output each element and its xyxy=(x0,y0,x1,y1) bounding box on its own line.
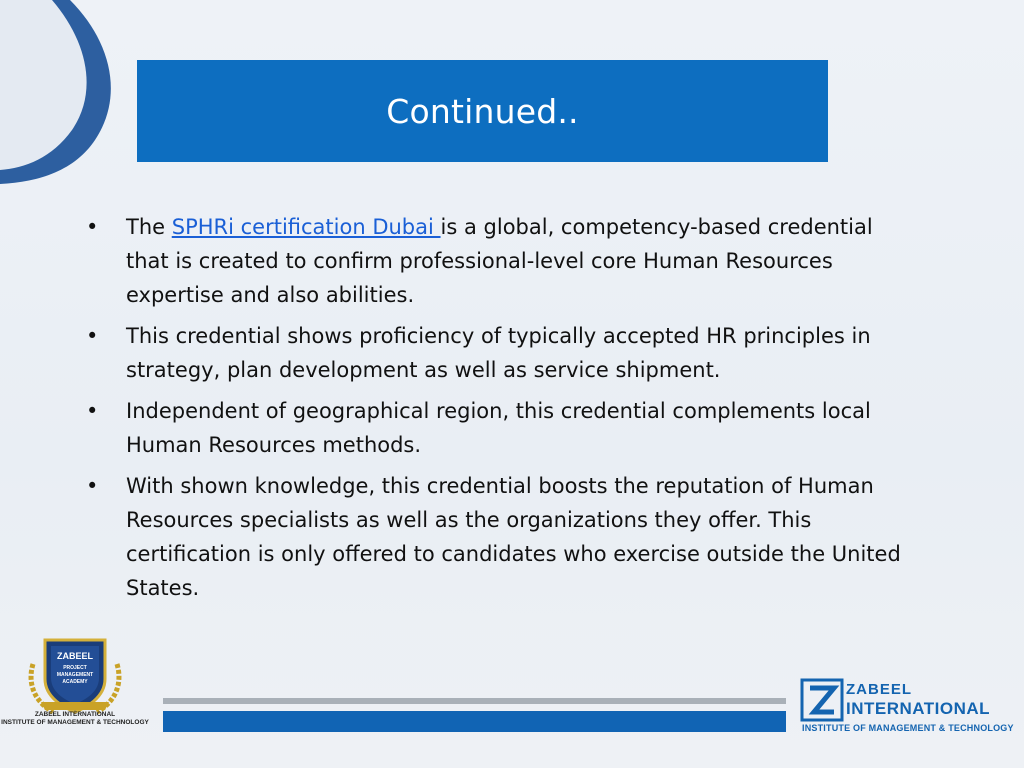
brand-name-line2: INTERNATIONAL xyxy=(846,699,991,718)
seal-text-2: PROJECT xyxy=(63,665,87,671)
sphri-certification-link[interactable]: SPHRi certification Dubai xyxy=(171,215,441,239)
footer-stripe-blue xyxy=(163,711,786,732)
title-bar xyxy=(137,60,828,162)
footer-stripe-grey xyxy=(163,698,786,704)
seal-text-4: ACADEMY xyxy=(62,679,88,685)
bullet-text-suffix: is a global, competency-based credential that is created to confirm professional-level core Human Resources expertise and also abilities. xyxy=(126,215,873,307)
seal-text-3: MANAGEMENT xyxy=(56,672,94,678)
bullet-dot: • xyxy=(86,474,99,498)
bullet-text: With shown knowledge, this credential boosts the reputation of Human Resources specialists as well as the organizations they offer. This certification is only offered to candidates who exercise outside the United States. xyxy=(126,474,901,600)
bullet-item xyxy=(86,469,906,605)
bullet-item xyxy=(86,394,906,462)
bullet-text: This credential shows proficiency of typically accepted HR principles in strategy, plan development as well as service shipment. xyxy=(126,324,871,382)
bullet-dot: • xyxy=(86,399,99,423)
seal-caption-line1: ZABEEL INTERNATIONAL xyxy=(34,711,116,718)
bullet-dot: • xyxy=(86,324,99,348)
brand-name-line1: ZABEEL xyxy=(846,681,912,698)
bullet-item xyxy=(86,210,906,312)
bullet-item xyxy=(86,319,906,387)
seal-text-1: ZABEEL xyxy=(57,651,93,661)
bullet-text: Independent of geographical region, this credential complements local Human Resources methods. xyxy=(126,399,871,457)
corner-swoosh-decoration xyxy=(0,0,140,200)
bullet-list xyxy=(86,210,906,612)
slide-title: Continued.. xyxy=(386,91,579,131)
seal-caption xyxy=(0,711,150,727)
seal-caption-line2: INSTITUTE OF MANAGEMENT & TECHNOLOGY xyxy=(1,719,149,726)
brand-tagline: INSTITUTE OF MANAGEMENT & TECHNOLOGY xyxy=(802,723,1014,733)
bullet-text-prefix: The xyxy=(126,215,172,239)
bullet-dot: • xyxy=(86,215,99,239)
